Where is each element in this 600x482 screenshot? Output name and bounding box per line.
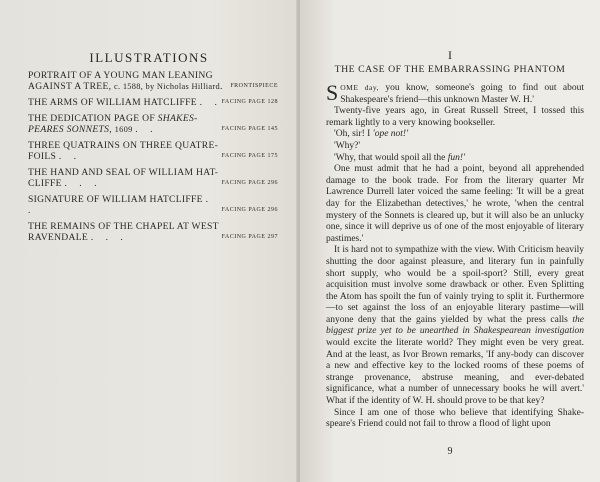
paragraph: 'Why, that would spoil all the fun!' (334, 152, 466, 163)
illustrations-heading: ILLUSTRATIONS (89, 50, 209, 65)
illustration-page-ref: FRONTISPIECE (230, 83, 278, 89)
illustration-caption: THE ARMS OF WILLIAM HATCLIFFE . . (28, 97, 222, 108)
illustration-subcaption: c. 1588, by Nicholas Hilliard (114, 82, 220, 91)
list-item (28, 194, 278, 216)
illustration-caption: THE HAND AND SEAL OF WILLIAM HAT-CLIFFE . . . (28, 167, 219, 189)
paragraph: One must admit that he had a point, beyond all apprehended damage to the book trade. For from the literary quarter Mr Lawrence Durrell later voiced the same feeling: 'It will be a great day for the Elizabethan detectives,' he wrote, 'when the central mystery of the Sonnets is cleared up, but it will also be an unlucky one, since it will deprive us of one of the most enjoyable of literary pastimes.' (326, 164, 584, 244)
chapter-title: THE CASE OF THE EMBARRASSING PHANTOM (334, 64, 566, 75)
list-item (28, 113, 278, 135)
illustration-caption: THREE QUATRAINS ON THREE QUATRE-FOILS . . (28, 140, 219, 162)
illustration-page-ref: FACING PAGE 296 (221, 207, 278, 213)
paragraph: Since I am one of those who believe that identifying Shake-speare's Friend could not fail to throw a flood of light upon (326, 407, 584, 430)
list-item (28, 140, 278, 162)
illustration-page-ref: FACING PAGE 175 (221, 153, 278, 159)
illustration-page-ref: FACING PAGE 128 (221, 99, 278, 105)
illustrations-list (28, 70, 278, 248)
illustration-caption: PORTRAIT OF A YOUNG MAN LEANING AGAINST A TREE, c. 1588, by Nicholas Hilliard. (28, 70, 223, 92)
list-item (28, 221, 278, 243)
paragraph: 'Oh, sir! I 'ope not!' (334, 129, 409, 140)
paragraph: Twenty-five years ago, in Great Russell Street, I tossed this remark lightly to a very knowing bookseller. (326, 106, 584, 128)
chapter-body (326, 82, 584, 431)
paragraph: It is hard not to sympathize with the view. With Criticism heavily shutting the door against pleasure, and literary fun in painfully short supply, who would be a spoil-sport? Still, every great acquisition must involve some drawback or other. Even Splitting the Atom has spoilt the fun of vainly trying to split it. Furthermore—to set against the loss of an enjoyable literary pastime—will anyone deny that the gains yielded by what the press calls the biggest prize yet to be unearthed in Shakespearean investigation would excite the literate world? They might even be very great. And at the least, as Ivor Brown remarks, 'If any-body can discover a new and effective key to the locked rooms of these poems of strange provenance, abstruse meaning, and ever-debated significance, what a number of unnecessary books he will avert.' What if the identity of W. H. should prove to be that key? (326, 245, 584, 407)
illustration-page-ref: FACING PAGE 297 (221, 234, 278, 240)
page-number: 9 (447, 446, 453, 457)
paragraph: SOME day, you know, someone's going to find out about Shakespeare's friend—this unknown Master W. H.' (326, 80, 585, 105)
drop-cap: S (326, 80, 339, 105)
list-item (28, 167, 278, 189)
list-item (28, 97, 278, 108)
illustration-caption: THE REMAINS OF THE CHAPEL AT WEST RAVENDALE . . . (28, 221, 219, 243)
illustration-page-ref: FACING PAGE 145 (221, 126, 278, 132)
illustration-page-ref: FACING PAGE 296 (221, 180, 278, 186)
paragraph: 'Why?' (334, 140, 361, 151)
list-item (28, 70, 278, 92)
illustration-caption: THE DEDICATION PAGE OF SHAKES-PEARES SONNETS, 1609 . . (28, 113, 198, 135)
chapter-number: I (448, 48, 452, 62)
illustration-caption: SIGNATURE OF WILLIAM HATCLIFFE . . (28, 194, 213, 216)
